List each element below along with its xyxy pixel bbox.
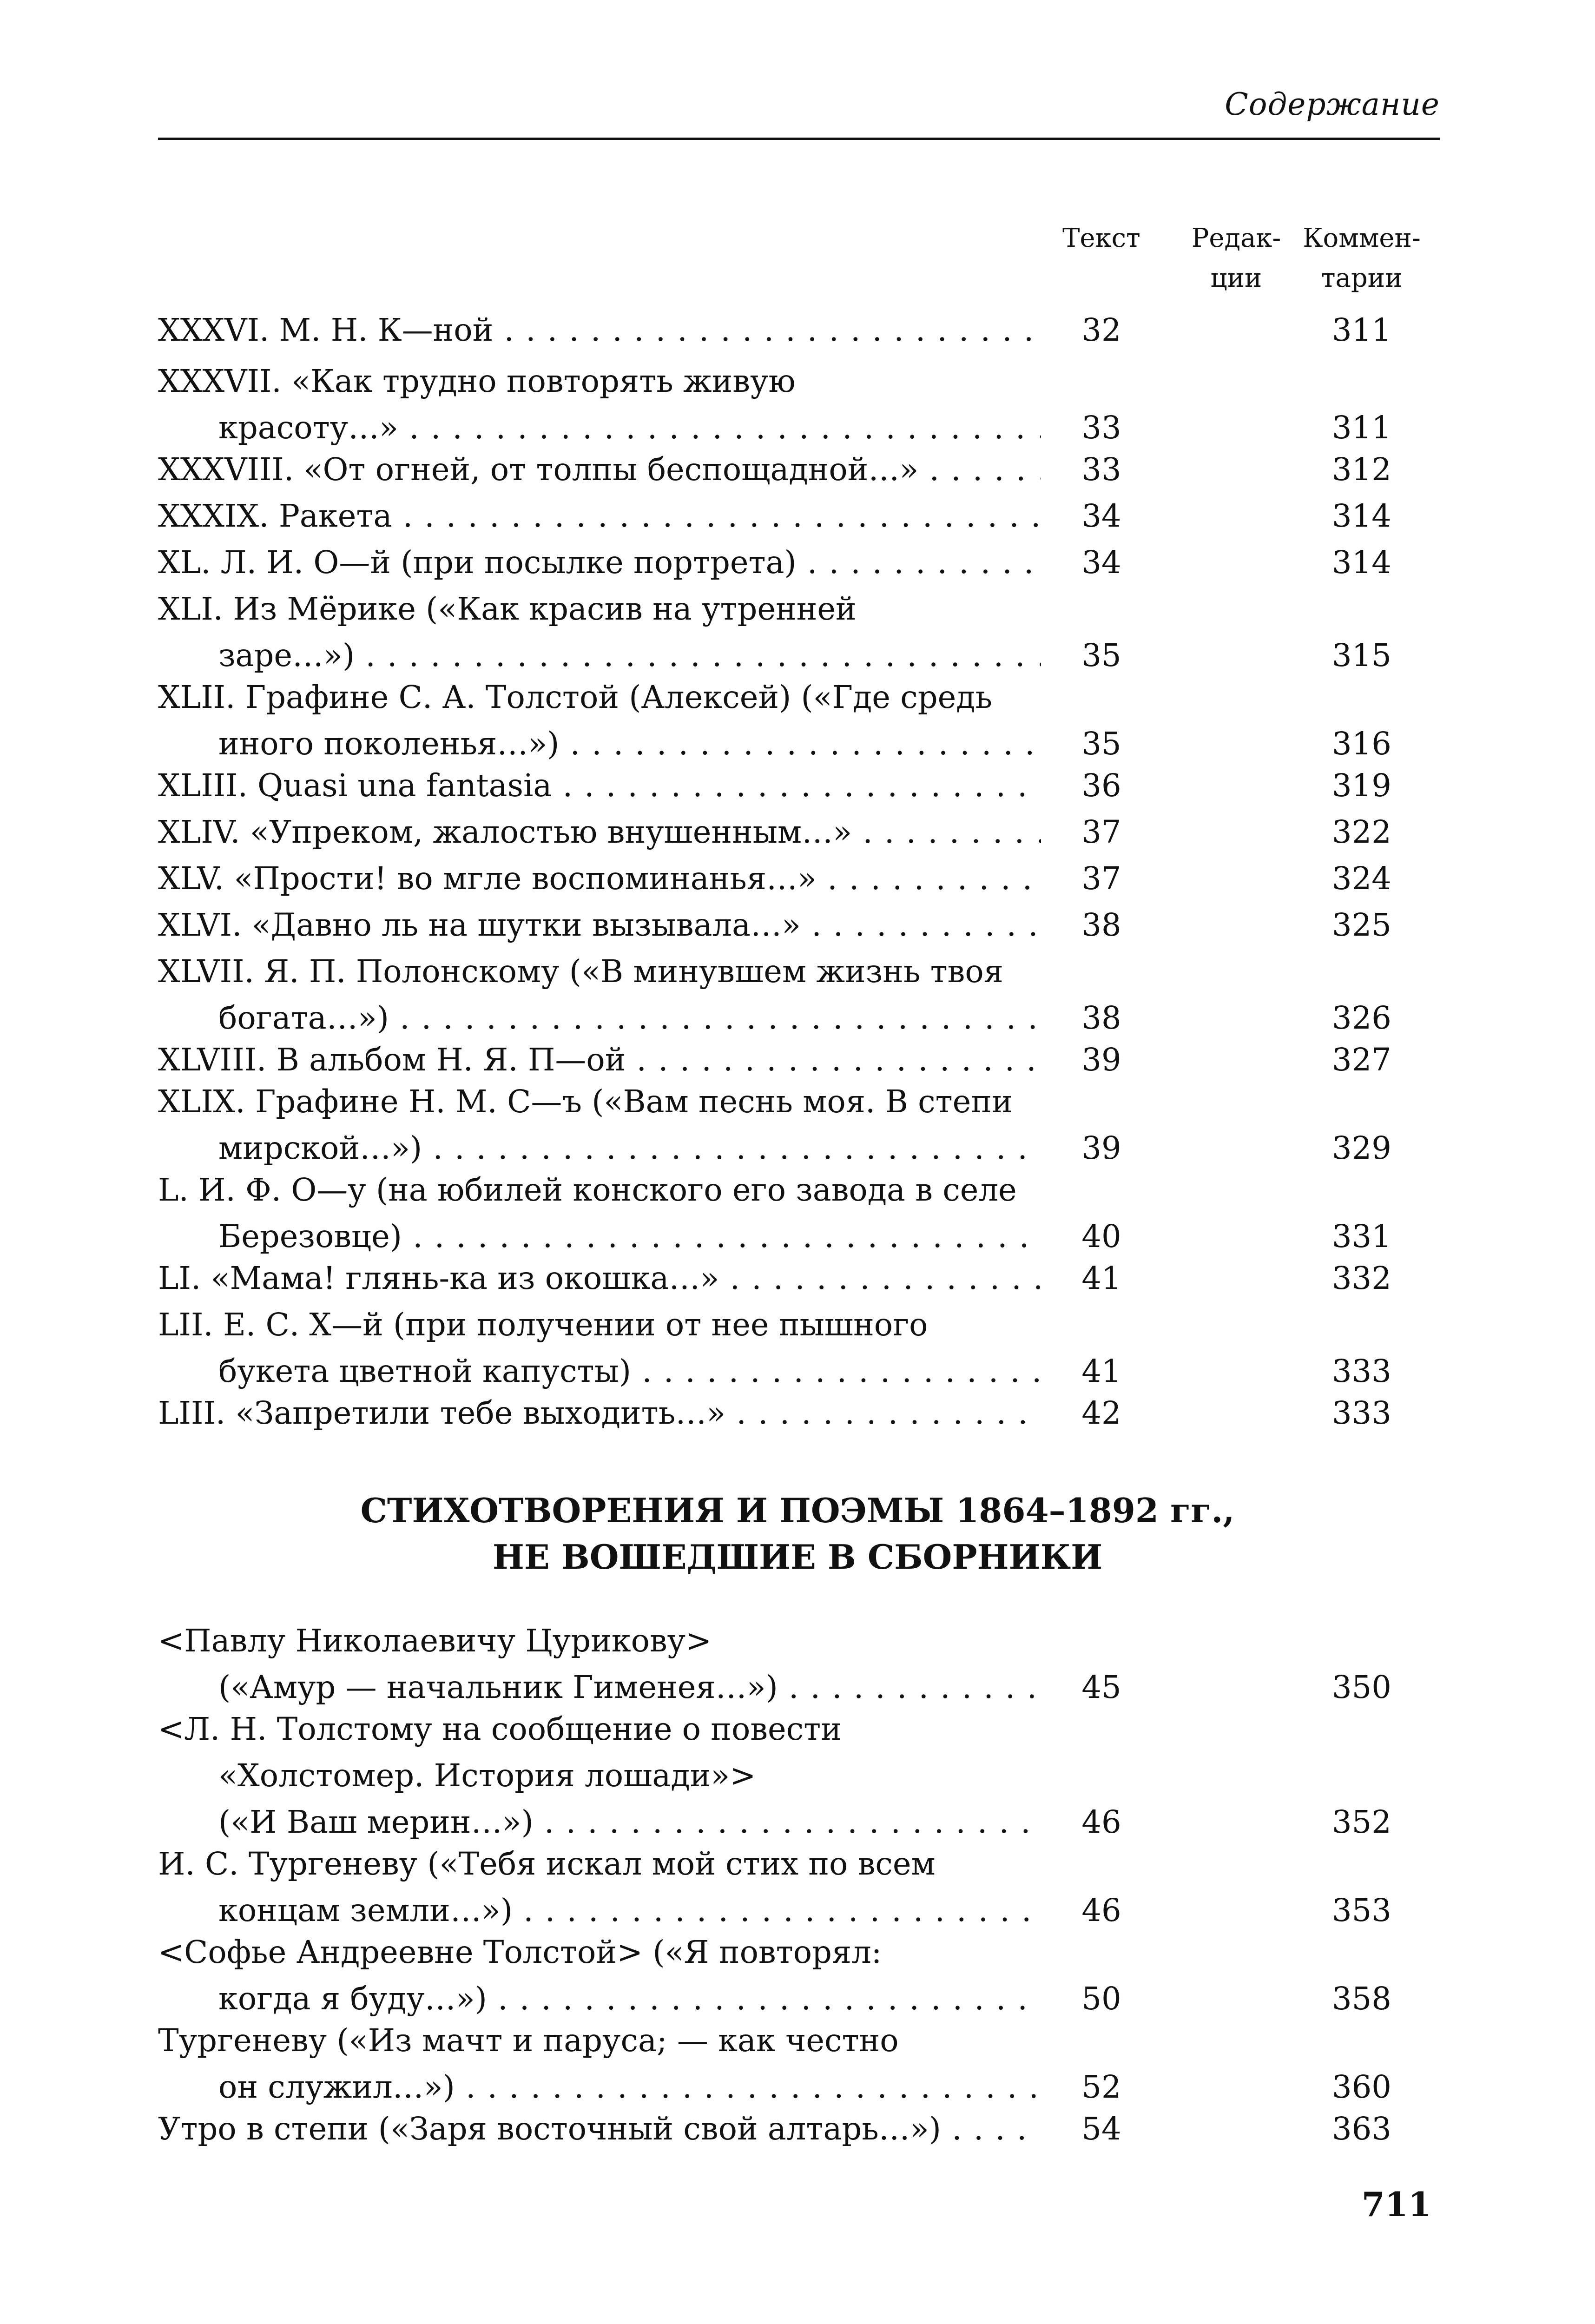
entry-title: XLVI. «Давно ль на шутки вызывала…» . . . <box>158 902 1041 948</box>
entry-text-page: 34 <box>1081 498 1121 534</box>
entry-title: <Л. Н. Толстому на сообщение о повести <box>158 1711 842 1747</box>
entry-title: LII. Е. С. Х—й (при получении от нее пышного <box>158 1307 928 1343</box>
entry-text-page: 32 <box>1081 312 1121 348</box>
entry-title: LI. «Мама! глянь-ка из окошка…» . . . <box>158 1255 1041 1301</box>
entry-comment-page: 311 <box>1332 409 1391 446</box>
entry-comment-page: 353 <box>1332 1892 1391 1928</box>
entry-text-page: 46 <box>1081 1804 1121 1840</box>
entry-comment-page: 331 <box>1332 1218 1391 1254</box>
entry-text-page: 38 <box>1081 907 1121 943</box>
section-title-line-1: СТИХОТВОРЕНИЯ И ПОЭМЫ 1864–1892 гг., <box>360 1491 1235 1530</box>
entry-title: XLI. Из Мёрике («Как красив на утренней <box>158 591 857 627</box>
entry-comment-page: 311 <box>1332 312 1391 348</box>
entry-comment-page: 352 <box>1332 1804 1391 1840</box>
entry-text-page: 35 <box>1081 726 1121 762</box>
entry-text-page: 50 <box>1081 1981 1121 2017</box>
entry-title: XXXVII. «Как трудно повторять живую <box>158 363 796 399</box>
column-header-redaktsii-1: Редак- <box>1191 223 1281 253</box>
entry-title-continuation: иного поколенья…») . . . <box>218 720 1041 767</box>
column-header-comments-1: Коммен- <box>1303 223 1421 253</box>
entry-text-page: 33 <box>1081 409 1121 446</box>
entry-title: XL. Л. И. О—й (при посылке портрета) . . . <box>158 539 1041 586</box>
entry-title: <Софье Андреевне Толстой> («Я повторял: <box>158 1934 882 1970</box>
section-title-line-2: НЕ ВОШЕДШИЕ В СБОРНИКИ <box>492 1537 1103 1577</box>
entry-text-page: 52 <box>1081 2069 1121 2105</box>
entry-text-page: 54 <box>1081 2111 1121 2147</box>
entry-title: XXXVIII. «От огней, от толпы беспощадной…» . . . <box>158 446 1041 493</box>
entry-title-continuation: «Холстомер. История лошади»> <box>218 1757 756 1794</box>
entry-comment-page: 363 <box>1332 2111 1391 2147</box>
entry-title: LIII. «Запретили тебе выходить…» . . . <box>158 1390 1041 1436</box>
entry-text-page: 37 <box>1081 814 1121 850</box>
entry-title: XLIX. Графине Н. М. С—ъ («Вам песнь моя. В степи <box>158 1083 1013 1120</box>
entry-comment-page: 319 <box>1332 767 1391 804</box>
entry-title-continuation: заре…») . . . <box>218 632 1041 679</box>
entry-comment-page: 316 <box>1332 726 1391 762</box>
entry-text-page: 42 <box>1081 1395 1121 1431</box>
column-header-redaktsii-2: ции <box>1210 263 1262 293</box>
entry-comment-page: 333 <box>1332 1395 1391 1431</box>
entry-comment-page: 333 <box>1332 1353 1391 1389</box>
entry-comment-page: 360 <box>1332 2069 1391 2105</box>
entry-text-page: 35 <box>1081 637 1121 673</box>
entry-text-page: 36 <box>1081 767 1121 804</box>
entry-comment-page: 314 <box>1332 498 1391 534</box>
entry-comment-page: 325 <box>1332 907 1391 943</box>
entry-comment-page: 350 <box>1332 1669 1391 1705</box>
entry-title: XLIV. «Упреком, жалостью внушенным…» . . . <box>158 809 1041 855</box>
entry-title-continuation: он служил…») . . . <box>218 2064 1041 2110</box>
entry-comment-page: 358 <box>1332 1981 1391 2017</box>
entry-title: L. И. Ф. О—у (на юбилей конского его завода в селе <box>158 1172 1017 1208</box>
entry-text-page: 39 <box>1081 1130 1121 1166</box>
column-header-text: Текст <box>1062 223 1140 253</box>
entry-comment-page: 326 <box>1332 1000 1391 1036</box>
entry-comment-page: 324 <box>1332 860 1391 897</box>
entry-text-page: 40 <box>1081 1218 1121 1254</box>
entry-comment-page: 315 <box>1332 637 1391 673</box>
entry-text-page: 41 <box>1081 1260 1121 1296</box>
entry-title: XLIII. Quasi una fantasia . . . <box>158 762 1041 809</box>
entry-title-continuation: букета цветной капусты) . . . <box>218 1348 1041 1394</box>
entry-text-page: 34 <box>1081 544 1121 581</box>
entry-text-page: 46 <box>1081 1892 1121 1928</box>
entry-title: XLVIII. В альбом Н. Я. П—ой . . . <box>158 1037 1041 1083</box>
entry-title: XXXIX. Ракета . . . <box>158 493 1041 539</box>
entry-comment-page: 332 <box>1332 1260 1391 1296</box>
entry-title: XLV. «Прости! во мгле воспоминанья…» . . . <box>158 855 1041 902</box>
entry-title-continuation: («И Ваш мерин…») . . . <box>218 1799 1041 1845</box>
entry-title-continuation: Березовце) . . . <box>218 1213 1041 1260</box>
entry-title-continuation: концам земли…») . . . <box>218 1887 1041 1934</box>
entry-text-page: 38 <box>1081 1000 1121 1036</box>
entry-comment-page: 314 <box>1332 544 1391 581</box>
entry-title-continuation: мирской…») . . . <box>218 1125 1041 1171</box>
entry-title-continuation: богата…») . . . <box>218 995 1041 1041</box>
entry-text-page: 37 <box>1081 860 1121 897</box>
entry-title: XLII. Графине С. А. Толстой (Алексей) («Где средь <box>158 679 992 715</box>
page-number: 711 <box>1361 2185 1431 2224</box>
entry-title: <Павлу Николаевичу Цурикову> <box>158 1623 712 1659</box>
entry-text-page: 41 <box>1081 1353 1121 1389</box>
entry-comment-page: 322 <box>1332 814 1391 850</box>
entry-title: XLVII. Я. П. Полонскому («В минувшем жизнь твоя <box>158 953 1004 990</box>
entry-title: И. С. Тургеневу («Тебя искал мой стих по всем <box>158 1846 936 1882</box>
entry-title-continuation: когда я буду…») . . . <box>218 1975 1041 2022</box>
entry-title: Тургеневу («Из мачт и паруса; — как честно <box>158 2022 899 2059</box>
entry-title: XXXVI. М. Н. К—ной . . . <box>158 307 1041 353</box>
column-header-comments-2: тарии <box>1321 263 1403 293</box>
entry-comment-page: 312 <box>1332 451 1391 488</box>
running-head: Содержание <box>1225 86 1440 122</box>
entry-text-page: 33 <box>1081 451 1121 488</box>
entry-comment-page: 327 <box>1332 1042 1391 1078</box>
entry-text-page: 45 <box>1081 1669 1121 1705</box>
entry-text-page: 39 <box>1081 1042 1121 1078</box>
entry-comment-page: 329 <box>1332 1130 1391 1166</box>
entry-title-continuation: красоту…» . . . <box>218 404 1041 451</box>
entry-title: Утро в степи («Заря восточный свой алтарь…») . . . <box>158 2106 1041 2152</box>
entry-title-continuation: («Амур — начальник Гименея…») . . . <box>218 1664 1041 1710</box>
